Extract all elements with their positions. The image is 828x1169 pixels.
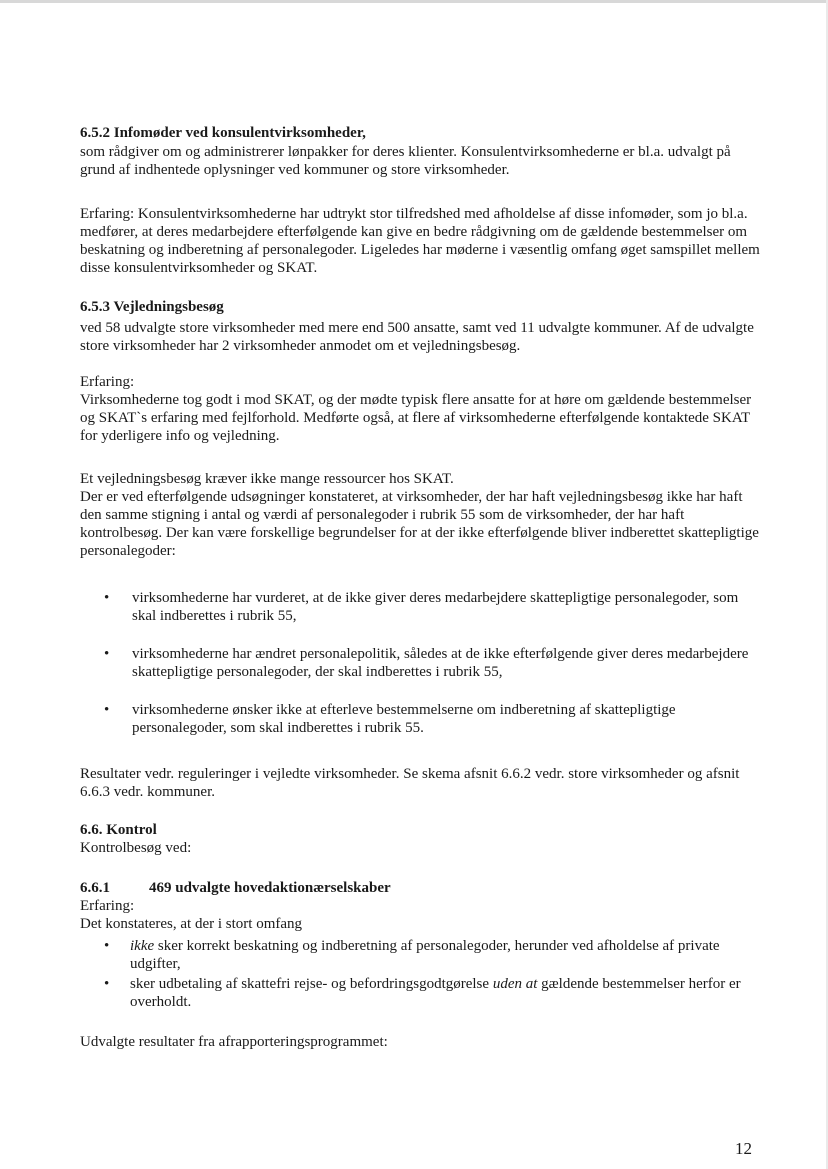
section-6-6-1-bullet-list: [104, 937, 760, 1011]
section-6-5-3-experience-text: Virksomhederne tog godt i mod SKAT, og der mødte typisk flere ansatte for at høre om gældende bestemmelser og SKAT`s erfaring med fejlforhold. Medførte også, at flere af virksomhederne efterfølgende kontaktede SKAT for yderligere info og vejledning.: [80, 392, 752, 444]
section-6-5-3-experience-label: Erfaring:: [80, 374, 135, 390]
bullet-dot: •: [104, 590, 110, 606]
page-top-edge: [0, 0, 828, 3]
bullet-dot: •: [104, 938, 110, 954]
bullet-emphasis: ikke: [130, 938, 155, 954]
bullet-start: sker udbetaling af skattefri rejse- og befordringsgodtgørelse: [130, 976, 493, 992]
list-item: [104, 645, 760, 681]
section-6-6-1-selected-results: Udvalgte resultater fra afrapporteringsprogrammet:: [80, 1034, 388, 1050]
bullet-text: virksomhederne ønsker ikke at efterleve bestemmelserne om indberetning af skattepligtige personalegoder, som skal indberettes i rubrik 55.: [132, 702, 676, 736]
section-6-5-3-followup: Der er ved efterfølgende udsøgninger konstateret, at virksomheder, der har haft vejledningsbesøg ikke har haft den samme stigning i antal og værdi af personalegoder i rubrik 55 som de virksomheder, der har haft kontrolbesøg. Der kan være forskellige begrundelser for at der ikke efterfølgende bliver indberettet skattepligtige personalegoder:: [80, 489, 759, 559]
section-6-5-3-results: Resultater vedr. reguleringer i vejledte virksomheder. Se skema afsnit 6.6.2 vedr. store virksomheder og afsnit 6.6.3 vedr. kommuner.: [80, 766, 740, 800]
bullet-text: virksomhederne har vurderet, at de ikke giver deres medarbejdere skattepligtige personalegoder, som skal indberettes i rubrik 55,: [132, 590, 739, 624]
section-6-5-3-heading: 6.5.3 Vejledningsbesøg: [80, 299, 224, 315]
section-6-6-body: Kontrolbesøg ved:: [80, 840, 192, 856]
section-6-6-heading: 6.6. Kontrol: [80, 822, 157, 838]
section-6-6-1-intro: Det konstateres, at der i stort omfang: [80, 916, 303, 932]
bullet-text: [130, 937, 760, 973]
section-6-5-2-experience: Erfaring: Konsulentvirksomhederne har udtrykt stor tilfredshed med afholdelse af disse infomøder, som jo bl.a. medfører, at deres medarbejdere efterfølgende kan give en bedre rådgivning om de gældende bestemmelser om beskatning og indberetning af personalegoder. Ligeledes har møderne i væsentlig omfang øget samspillet mellem disse konsulentvirksomheder og SKAT.: [80, 206, 760, 276]
bullet-dot: •: [104, 976, 110, 992]
list-item: [104, 937, 760, 973]
bullet-emphasis: uden at: [492, 976, 538, 992]
section-6-5-3-bullet-list: [104, 589, 760, 737]
section-6-5-3-body: ved 58 udvalgte store virksomheder med mere end 500 ansatte, samt ved 11 udvalgte kommuner. Af de udvalgte store virksomheder har 2 virksomheder anmodet om et vejledningsbesøg.: [80, 320, 754, 354]
bullet-text: virksomhederne har ændret personalepolitik, således at de ikke efterfølgende giver deres medarbejdere skattepligtige personalegoder, der skal indberettes i rubrik 55,: [132, 646, 749, 680]
bullet-text: [130, 975, 760, 1011]
bullet-dot: •: [104, 646, 110, 662]
list-item: [104, 975, 760, 1011]
section-6-6-1-number: 6.6.1: [80, 880, 110, 896]
list-item: [104, 701, 760, 737]
list-item: [104, 589, 760, 625]
bullet-end: gældende bestemmelser herfor er overholdt.: [130, 976, 741, 1010]
section-6-5-3-resources-line: Et vejledningsbesøg kræver ikke mange ressourcer hos SKAT.: [80, 471, 454, 487]
bullet-dot: •: [104, 702, 110, 718]
page-number: 12: [735, 1139, 752, 1158]
section-6-6-1-title: 469 udvalgte hovedaktionærselskaber: [149, 880, 391, 896]
bullet-rest: sker korrekt beskatning og indberetning af personalegoder, herunder ved afholdelse af private udgifter,: [130, 938, 720, 972]
section-6-5-2-body: som rådgiver om og administrerer lønpakker for deres klienter. Konsulentvirksomhederne er bl.a. udvalgt på grund af indhentede oplysninger ved kommuner og store virksomheder.: [80, 144, 731, 178]
section-6-5-2-heading: 6.5.2 Infomøder ved konsulentvirksomheder,: [80, 125, 366, 141]
section-6-6-1-experience-label: Erfaring:: [80, 898, 135, 914]
